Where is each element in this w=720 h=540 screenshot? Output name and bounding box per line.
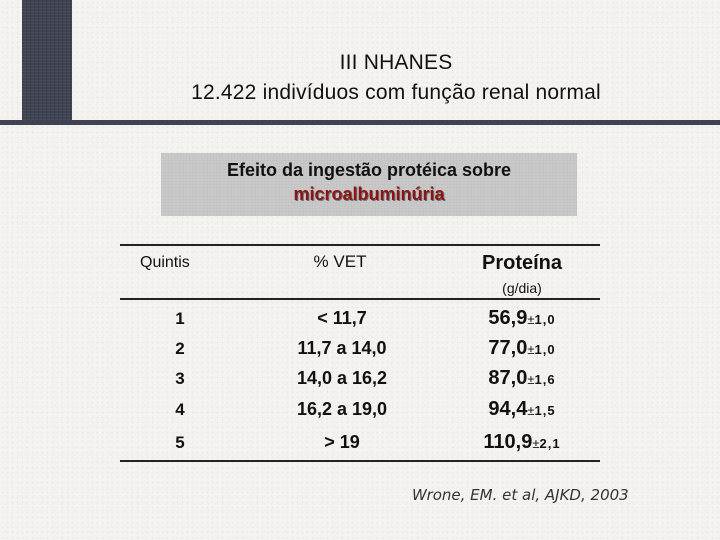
- table-bottom-rule: [120, 460, 600, 462]
- protein-sd: 2,1: [539, 436, 561, 451]
- slide-title-line-2: 12.422 indivíduos com função renal normal: [191, 81, 601, 104]
- quintil-cell: 4: [175, 400, 185, 419]
- plus-minus-sign: ±: [527, 372, 535, 387]
- quintil-cell: 3: [175, 369, 185, 388]
- protein-mean: 94,4: [488, 398, 528, 420]
- quintil-cell: 2: [175, 339, 185, 358]
- decorative-side-band: [22, 0, 72, 120]
- protein-cell: [462, 431, 582, 454]
- protein-cell: [462, 307, 582, 330]
- vet-cell: 11,7 a 14,0: [297, 338, 387, 358]
- title-divider: [0, 120, 720, 125]
- plus-minus-sign: ±: [527, 342, 535, 357]
- vet-cell: 16,2 a 19,0: [296, 399, 388, 419]
- citation-text: Wrone, EM. et al, AJKD, 2003: [412, 486, 629, 504]
- header-vet: % VET: [313, 252, 367, 271]
- protein-cell: [462, 367, 582, 390]
- vet-cell: < 11,7: [317, 308, 367, 328]
- table-header-rule: [120, 298, 600, 300]
- table-caption-line-1: Efeito da ingestão protéica sobre: [226, 160, 512, 180]
- vet-cell: > 19: [324, 432, 360, 452]
- protein-sd: 1,0: [534, 342, 556, 357]
- table-caption-highlight: microalbuminúria: [293, 184, 445, 204]
- header-proteina-unit: (g/dia): [502, 280, 542, 296]
- protein-sd: 1,5: [534, 403, 556, 418]
- slide-title-line-1: III NHANES: [339, 51, 453, 74]
- protein-mean: 87,0: [488, 367, 528, 389]
- header-quintis: Quintis: [140, 254, 190, 271]
- protein-mean: 56,9: [488, 307, 528, 329]
- protein-mean: 77,0: [488, 337, 528, 359]
- protein-sd: 1,0: [534, 312, 556, 327]
- protein-cell: [462, 337, 582, 360]
- quintil-cell: 5: [175, 433, 185, 452]
- header-proteina: Proteína: [481, 252, 563, 274]
- protein-mean: 110,9: [483, 431, 533, 453]
- protein-sd: 1,6: [534, 372, 556, 387]
- plus-minus-sign: ±: [527, 403, 535, 418]
- vet-cell: 14,0 a 16,2: [296, 368, 388, 388]
- quintil-cell: 1: [175, 309, 185, 328]
- protein-cell: [462, 398, 582, 421]
- table-caption-box: [161, 153, 577, 216]
- table-top-rule: [120, 244, 600, 246]
- plus-minus-sign: ±: [532, 436, 540, 451]
- plus-minus-sign: ±: [527, 312, 535, 327]
